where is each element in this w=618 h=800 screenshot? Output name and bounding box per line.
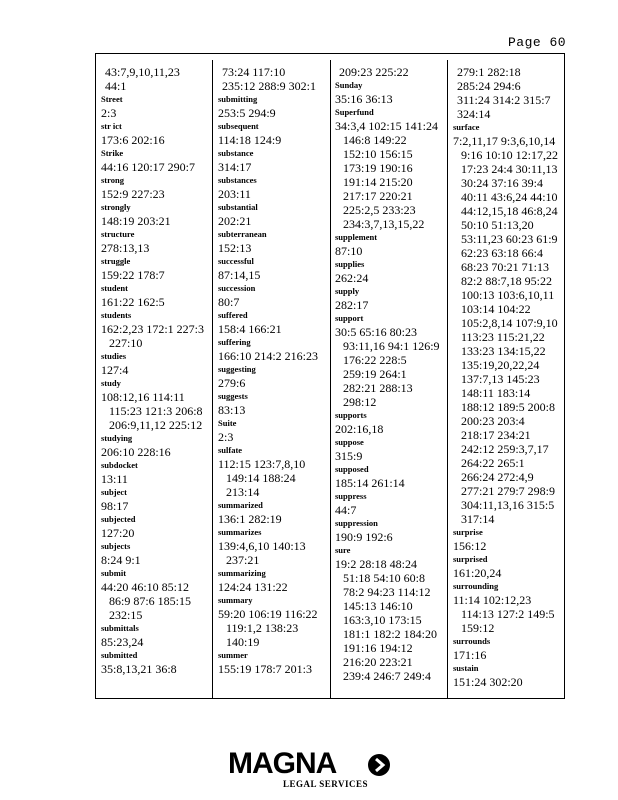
arrow-icon <box>368 754 390 776</box>
page-references: 127:20 <box>101 526 135 540</box>
page-references: 108:12,16 114:11 <box>101 390 185 404</box>
index-term: Strike <box>101 148 124 158</box>
page-references: 152:9 227:23 <box>101 187 165 201</box>
page-references: 225:2,5 233:23 <box>343 203 416 217</box>
page-references: 317:14 <box>461 512 495 526</box>
page-references: 17:23 24:4 30:11,13 <box>461 162 558 176</box>
page-references: 50:10 51:13,20 <box>461 218 534 232</box>
page-references: 113:23 115:21,22 <box>461 330 545 344</box>
index-term: study <box>101 378 121 388</box>
page-references: 217:17 220:21 <box>343 189 413 203</box>
index-term: supplement <box>335 232 378 242</box>
page-references: 173:6 202:16 <box>101 133 165 147</box>
page-references: 277:21 279:7 298:9 <box>461 484 556 498</box>
page-references: 282:21 288:13 <box>343 381 413 395</box>
index-term: submitted <box>101 650 138 660</box>
page-references: 191:14 215:20 <box>343 175 413 189</box>
page-references: 159:12 <box>461 621 495 635</box>
page-references: 264:22 265:1 <box>461 456 525 470</box>
index-term: substances <box>218 175 257 185</box>
page-references: 105:2,8,14 107:9,10 <box>461 316 558 330</box>
page-references: 304:11,13,16 315:5 <box>461 498 555 512</box>
page-references: 139:4,6,10 140:13 <box>218 539 306 553</box>
index-term: successful <box>218 256 254 266</box>
index-term: substance <box>218 148 254 158</box>
page-references: 148:19 203:21 <box>101 214 171 228</box>
index-term: submittals <box>101 623 139 633</box>
page-references: 19:2 28:18 48:24 <box>335 557 418 571</box>
page-references: 279:6 <box>218 376 246 390</box>
page-references: 112:15 123:7,8,10 <box>218 457 306 471</box>
page-references: 324:14 <box>457 107 491 121</box>
page-references: 152:13 <box>218 241 252 255</box>
page-references: 239:4 246:7 249:4 <box>343 669 432 683</box>
index-term: surface <box>453 122 480 132</box>
index-term: Superfund <box>335 107 374 117</box>
page-references: 232:15 <box>109 608 143 622</box>
page-references: 190:9 192:6 <box>335 530 393 544</box>
page-references: 234:3,7,13,15,22 <box>343 217 425 231</box>
index-term: suggests <box>218 391 248 401</box>
page-references: 206:10 228:16 <box>101 445 171 459</box>
index-frame <box>95 53 565 699</box>
page-number: Page 60 <box>508 35 567 50</box>
index-term: subterranean <box>218 229 267 239</box>
page-references: 44:16 120:17 290:7 <box>101 160 196 174</box>
page-references: 282:17 <box>335 298 369 312</box>
page-references: 83:13 <box>218 403 246 417</box>
page-references: 44:12,15,18 46:8,24 <box>461 204 558 218</box>
index-column-2 <box>218 65 330 698</box>
page-references: 103:14 104:22 <box>461 302 531 316</box>
index-term: subject <box>101 487 127 497</box>
page-references: 137:7,13 145:23 <box>461 372 540 386</box>
page-references: 11:14 102:12,23 <box>453 593 532 607</box>
page-references: 115:23 121:3 206:8 <box>109 404 203 418</box>
page-references: 242:12 259:3,7,17 <box>461 442 549 456</box>
page-references: 68:23 70:21 71:13 <box>461 260 550 274</box>
page-references: 98:17 <box>101 499 129 513</box>
page-references: 155:19 178:7 201:3 <box>218 662 313 676</box>
page-references: 73:24 117:10 <box>222 65 286 79</box>
page-references: 209:23 225:22 <box>339 65 409 79</box>
page-references: 145:13 146:10 <box>343 599 413 613</box>
page-references: 59:20 106:19 116:22 <box>218 607 318 621</box>
page-references: 86:9 87:6 185:15 <box>109 594 192 608</box>
page-references: 266:24 272:4,9 <box>461 470 534 484</box>
index-term: subjects <box>101 541 131 551</box>
index-term: suffered <box>218 310 248 320</box>
page-references: 148:11 183:14 <box>461 386 531 400</box>
index-term: student <box>101 283 128 293</box>
page-references: 166:10 214:2 216:23 <box>218 349 319 363</box>
page-references: 171:16 <box>453 648 487 662</box>
index-term: sure <box>335 545 351 555</box>
page-references: 188:12 189:5 200:8 <box>461 400 556 414</box>
logo-wordmark: MAGNA <box>228 747 337 780</box>
index-term: suppression <box>335 518 378 528</box>
logo-subtitle: LEGAL SERVICES <box>283 779 368 789</box>
index-term: succession <box>218 283 256 293</box>
index-term: support <box>335 313 364 323</box>
page-references: 40:11 43:6,24 44:10 <box>461 190 558 204</box>
index-term: sulfate <box>218 445 243 455</box>
page-references: 13:11 <box>101 472 128 486</box>
page-references: 82:2 88:7,18 95:22 <box>461 274 553 288</box>
page-references: 181:1 182:2 184:20 <box>343 627 438 641</box>
page-references: 119:1,2 138:23 <box>226 621 299 635</box>
index-term: supplies <box>335 259 365 269</box>
page-references: 78:2 94:23 114:12 <box>343 585 431 599</box>
page-references: 162:2,23 172:1 227:3 <box>101 322 205 336</box>
index-term: surprise <box>453 527 483 537</box>
index-term: subsequent <box>218 121 259 131</box>
page-references: 259:19 264:1 <box>343 367 407 381</box>
page-references: 237:21 <box>226 553 260 567</box>
index-term: sustain <box>453 663 479 673</box>
page-references: 206:9,11,12 225:12 <box>109 418 203 432</box>
index-term: str ict <box>101 121 122 131</box>
page-references: 285:24 294:6 <box>457 79 521 93</box>
page-references: 152:10 156:15 <box>343 147 413 161</box>
page-references: 136:1 282:19 <box>218 512 282 526</box>
page-references: 227:10 <box>109 336 143 350</box>
index-term: suffering <box>218 337 251 347</box>
page-references: 7:2,11,17 9:3,6,10,14 <box>453 134 556 148</box>
index-column-4 <box>453 65 565 698</box>
index-term: supports <box>335 410 367 420</box>
page-references: 216:20 223:21 <box>343 655 413 669</box>
index-term: summarizing <box>218 568 266 578</box>
page-references: 185:14 261:14 <box>335 476 405 490</box>
page-references: 202:21 <box>218 214 252 228</box>
page-references: 151:24 302:20 <box>453 675 523 689</box>
page-references: 44:1 <box>105 79 127 93</box>
page-references: 315:9 <box>335 449 363 463</box>
index-column-1 <box>101 65 213 698</box>
page-references: 9:16 10:10 12:17,22 <box>461 148 559 162</box>
page-references: 100:13 103:6,10,11 <box>461 288 555 302</box>
page-references: 298:12 <box>343 395 377 409</box>
page-references: 124:24 131:22 <box>218 580 288 594</box>
page-references: 2:3 <box>218 430 234 444</box>
index-term: studying <box>101 433 133 443</box>
index-term: strongly <box>101 202 131 212</box>
page-references: 176:22 228:5 <box>343 353 407 367</box>
page-references: 161:20,24 <box>453 566 502 580</box>
page-references: 173:19 190:16 <box>343 161 413 175</box>
page-references: 85:23,24 <box>101 635 144 649</box>
page-references: 34:3,4 102:15 141:24 <box>335 119 439 133</box>
page-references: 149:14 188:24 <box>226 471 296 485</box>
page-references: 44:7 <box>335 503 357 517</box>
page-references: 44:20 46:10 85:12 <box>101 580 190 594</box>
index-term: surrounding <box>453 581 499 591</box>
page-references: 200:23 203:4 <box>461 414 525 428</box>
index-term: summary <box>218 595 253 605</box>
index-term: Sunday <box>335 80 363 90</box>
index-term: studies <box>101 351 127 361</box>
page-references: 213:14 <box>226 485 260 499</box>
index-term: supply <box>335 286 360 296</box>
index-term: Suite <box>218 418 237 428</box>
index-term: subdocket <box>101 460 138 470</box>
page-references: 80:7 <box>218 295 240 309</box>
page-references: 93:11,16 94:1 126:9 <box>343 339 440 353</box>
index-term: structure <box>101 229 135 239</box>
index-term: surprised <box>453 554 488 564</box>
index-term: struggle <box>101 256 131 266</box>
page-references: 253:5 294:9 <box>218 106 276 120</box>
page-references: 203:11 <box>218 187 251 201</box>
page-references: 62:23 63:18 66:4 <box>461 246 544 260</box>
magna-logo <box>228 746 398 792</box>
page-references: 278:13,13 <box>101 241 150 255</box>
index-term: substantial <box>218 202 258 212</box>
page-references: 43:7,9,10,11,23 <box>105 65 180 79</box>
index-term: supposed <box>335 464 369 474</box>
page-references: 158:4 166:21 <box>218 322 282 336</box>
index-term: suggesting <box>218 364 256 374</box>
page-references: 159:22 178:7 <box>101 268 165 282</box>
index-term: submit <box>101 568 127 578</box>
page-references: 127:4 <box>101 363 129 377</box>
page-references: 314:17 <box>218 160 252 174</box>
page-references: 114:18 124:9 <box>218 133 282 147</box>
page-references: 30:5 65:16 80:23 <box>335 325 418 339</box>
page-references: 2:3 <box>101 106 117 120</box>
page-references: 30:24 37:16 39:4 <box>461 176 544 190</box>
page-references: 279:1 282:18 <box>457 65 521 79</box>
page-references: 163:3,10 173:15 <box>343 613 422 627</box>
page-references: 140:19 <box>226 635 260 649</box>
index-term: Street <box>101 94 123 104</box>
page-references: 135:19,20,22,24 <box>461 358 540 372</box>
index-term: summarizes <box>218 527 262 537</box>
page-references: 53:11,23 60:23 61:9 <box>461 232 558 246</box>
page-references: 133:23 134:15,22 <box>461 344 546 358</box>
index-term: suppress <box>335 491 367 501</box>
page-references: 35:8,13,21 36:8 <box>101 662 177 676</box>
page-references: 146:8 149:22 <box>343 133 407 147</box>
index-term: summer <box>218 650 248 660</box>
page-references: 262:24 <box>335 271 369 285</box>
page-references: 161:22 162:5 <box>101 295 165 309</box>
page-references: 235:12 288:9 302:1 <box>222 79 317 93</box>
index-term: strong <box>101 175 124 185</box>
page-references: 156:12 <box>453 539 487 553</box>
index-term: students <box>101 310 132 320</box>
page-references: 35:16 36:13 <box>335 92 393 106</box>
page-references: 202:16,18 <box>335 422 384 436</box>
index-term: suppose <box>335 437 364 447</box>
page-references: 311:24 314:2 315:7 <box>457 93 551 107</box>
index-term: surrounds <box>453 636 491 646</box>
page-references: 87:14,15 <box>218 268 261 282</box>
page-references: 8:24 9:1 <box>101 553 141 567</box>
column-divider <box>330 60 331 699</box>
page-references: 218:17 234:21 <box>461 428 531 442</box>
index-term: submitting <box>218 94 258 104</box>
index-term: summarized <box>218 500 263 510</box>
page-references: 51:18 54:10 60:8 <box>343 571 426 585</box>
index-column-3 <box>335 65 449 698</box>
page-references: 87:10 <box>335 244 363 258</box>
page-references: 191:16 194:12 <box>343 641 413 655</box>
index-term: subjected <box>101 514 136 524</box>
page-references: 114:13 127:2 149:5 <box>461 607 555 621</box>
